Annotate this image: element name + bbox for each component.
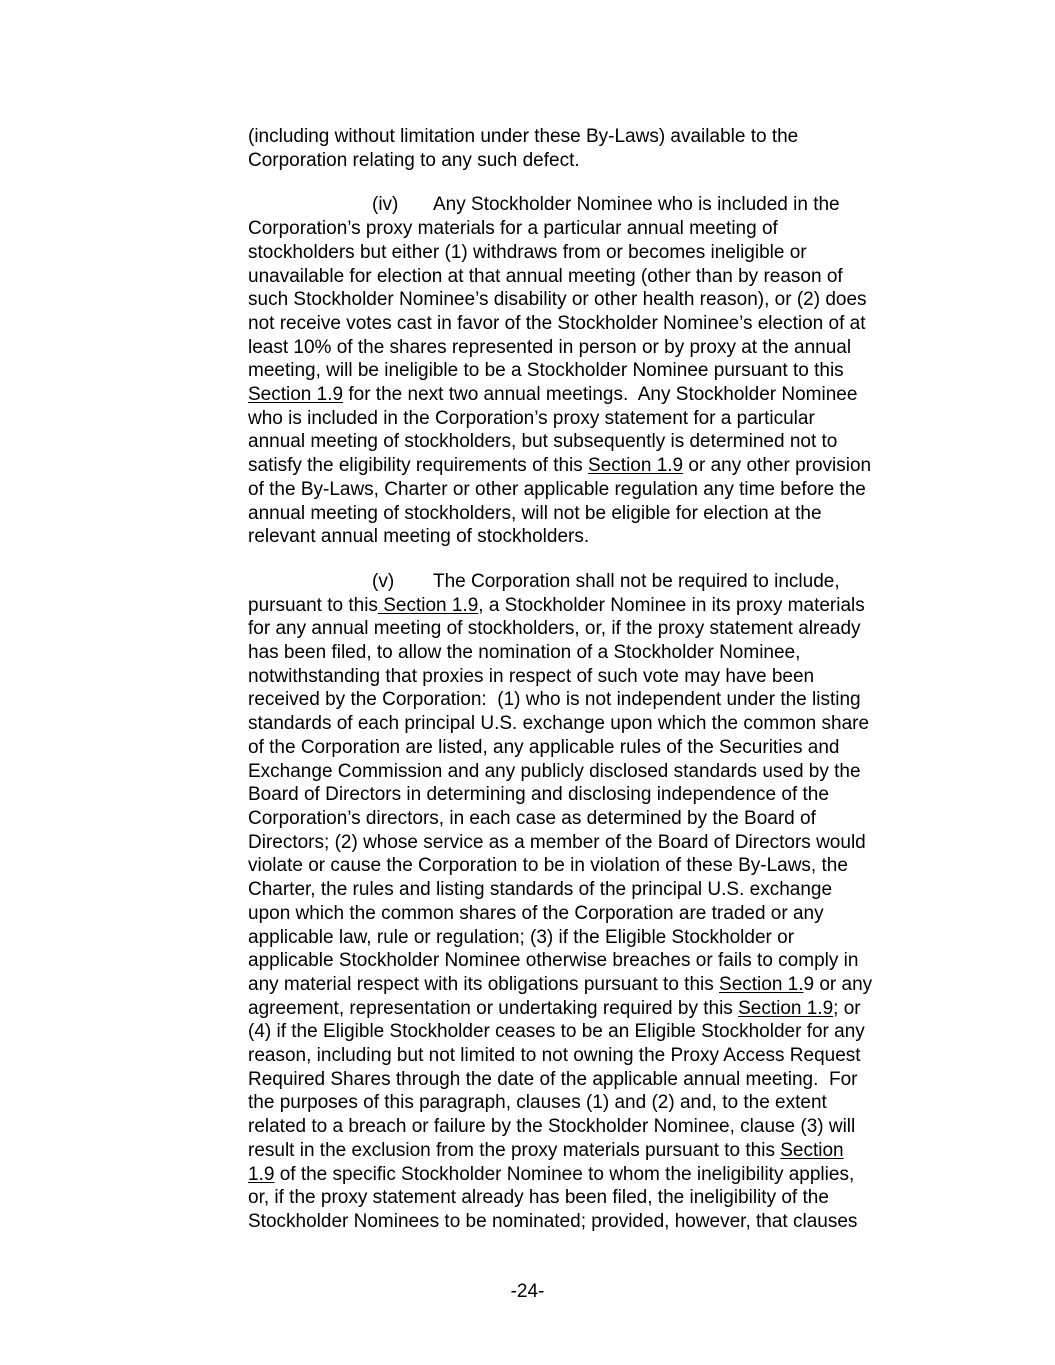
text-line: of the Corporation are listed, any applicable rules of the Securities and [248,736,840,758]
section-reference: Section 1.9 [738,997,834,1019]
text-line: reason, including but not limited to not owning the Proxy Access Request [248,1045,861,1067]
clause-iv-first-line [248,193,948,217]
text-line: standards of each principal U.S. exchange upon which the common share [248,713,870,735]
section-reference: Section 1.9 [248,384,344,406]
clause-iv-paragraph [248,193,948,549]
text-line: received by the Corporation: (1) who is not independent under the listing [248,689,861,711]
text-line: Any Stockholder Nominee who is included in the [433,194,840,216]
text-line: applicable Stockholder Nominee otherwise breaches or fails to comply in [248,950,859,972]
text-fragment: for the next two annual meetings. Any Stockholder Nominee [343,384,858,406]
text-fragment: The Corporation shall not be required to include, [433,570,840,592]
text-line: annual meeting of stockholders, will not be eligible for election at the [248,502,822,524]
text-fragment: any material respect with its obligations pursuant to this [248,973,720,995]
text-line: who is included in the Corporation’s proxy statement for a particular [248,407,815,429]
text-line: stockholders but either (1) withdraws from or becomes ineligible or [248,241,807,263]
text-line: (including without limitation under these By-Laws) available to the [248,126,799,147]
text-line [248,1139,948,1163]
text-line [248,454,948,478]
text-fragment: pursuant to this [248,594,378,616]
text-line: for any annual meeting of stockholders, or, if the proxy statement already [248,618,861,640]
text-line: (4) if the Eligible Stockholder ceases to be an Eligible Stockholder for any [248,1021,865,1043]
section-reference: Section 1.9 [377,594,479,616]
text-line: upon which the common shares of the Corporation are traded or any [248,902,824,924]
section-reference: Section [780,1139,844,1161]
text-line: related to a breach or failure by the Stockholder Nominee, clause (3) will [248,1116,856,1138]
text-line: Corporation relating to any such defect. [248,149,580,171]
text-line [248,383,948,407]
text-fragment: ; or [833,997,861,1019]
text-line: Board of Directors in determining and disclosing independence of the [248,784,829,806]
text-line: Corporation’s proxy materials for a particular annual meeting of [248,218,778,240]
text-fragment: satisfy the eligibility requirements of this [248,455,589,477]
text-line: has been filed, to allow the nomination of a Stockholder Nominee, [248,642,801,664]
text-fragment: 9 or any [803,973,873,995]
clause-number: (v) [372,570,395,592]
text-line: of the By-Laws, Charter or other applicable regulation any time before the [248,478,866,500]
text-line: notwithstanding that proxies in respect of such vote may have been [248,665,815,687]
clause-v-first-line [248,570,948,594]
text-line: Charter, the rules and listing standards of the principal U.S. exchange [248,879,833,901]
text-line [248,997,948,1021]
text-line: Directors; (2) whose service as a member of the Board of Directors would [248,831,866,853]
text-line: Corporation’s directors, in each case as determined by the Board of [248,807,816,829]
text-line [248,973,948,997]
text-line: Required Shares through the date of the applicable annual meeting. For [248,1068,858,1090]
text-line: least 10% of the shares represented in person or by proxy at the annual [248,336,852,358]
section-reference: 1.9 [248,1163,275,1185]
text-fragment: result in the exclusion from the proxy materials pursuant to this [248,1139,781,1161]
text-line: relevant annual meeting of stockholders. [248,526,590,548]
text-line: or, if the proxy statement already has been filed, the ineligibility of the [248,1187,829,1209]
text-line: violate or cause the Corporation to be in violation of these By-Laws, the [248,855,848,877]
text-line [248,594,948,618]
page-number: -24- [510,1281,545,1302]
text-line: not receive votes cast in favor of the Stockholder Nominee’s election of at [248,312,866,334]
section-reference: Section 1.9 [588,455,684,477]
text-fragment: or any other provision [683,455,872,477]
section-reference: Section 1. [719,973,804,995]
document-body [248,125,948,1234]
text-line: unavailable for election at that annual meeting (other than by reason of [248,265,843,287]
text-line: the purposes of this paragraph, clauses (1) and (2) and, to the extent [248,1092,827,1114]
text-line: applicable law, rule or regulation; (3) if the Eligible Stockholder or [248,926,795,948]
text-fragment: , a Stockholder Nominee in its proxy materials [478,594,865,616]
text-fragment: agreement, representation or undertaking required by this [248,997,739,1019]
clause-v-paragraph [248,570,948,1234]
clause-number: (iv) [372,194,399,216]
text-line: meeting, will be ineligible to be a Stockholder Nominee pursuant to this [248,360,844,382]
text-fragment: of the specific Stockholder Nominee to whom the ineligibility applies, [274,1163,855,1185]
continuation-paragraph [248,125,948,172]
text-line: Stockholder Nominees to be nominated; provided, however, that clauses [248,1210,858,1232]
text-line: Exchange Commission and any publicly disclosed standards used by the [248,760,861,782]
text-line: annual meeting of stockholders, but subsequently is determined not to [248,431,838,453]
text-line: such Stockholder Nominee’s disability or other health reason), or (2) does [248,289,867,311]
text-line [248,1163,948,1187]
